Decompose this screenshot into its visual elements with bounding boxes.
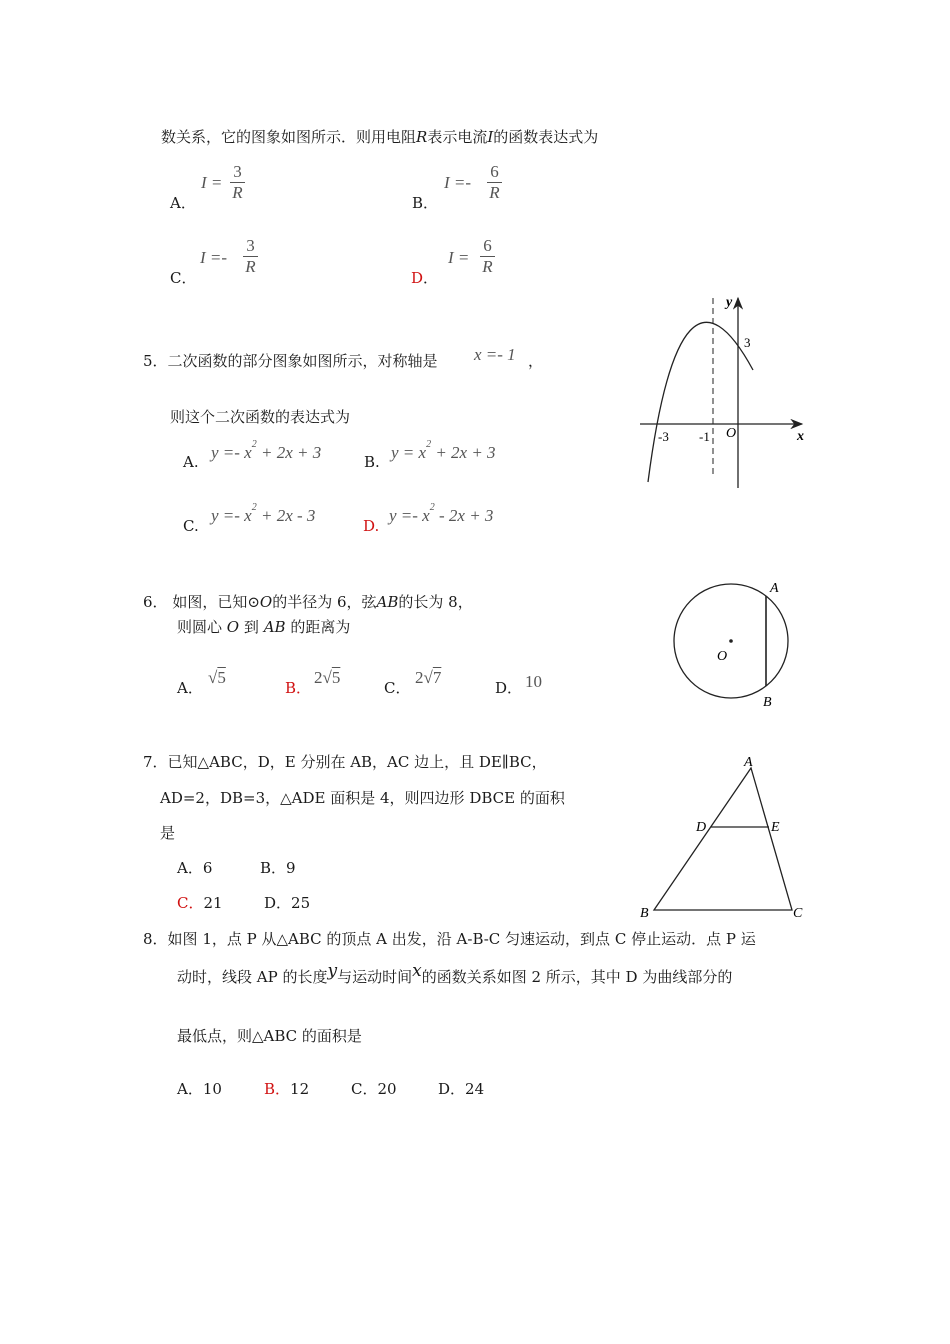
q7-option-a[interactable] xyxy=(177,858,212,878)
q4-option-b-den: R xyxy=(489,183,500,202)
q5-parabola-figure xyxy=(630,290,820,495)
q7-point-b: B xyxy=(640,906,649,921)
q6-point-o: O xyxy=(717,649,728,664)
q8-option-a-label: A． xyxy=(177,1080,203,1098)
q6-line1-ab: AB xyxy=(376,593,399,611)
q5-option-a-label[interactable]: A. xyxy=(183,453,199,471)
q5-option-a-expr: $y =- x^2 + 2x + 3$ xyxy=(211,439,322,462)
q8-line2 xyxy=(177,961,733,987)
q4-option-c-fraction xyxy=(243,236,258,277)
q8-option-c-label: C． xyxy=(351,1080,378,1098)
q6-option-a-rad: 5 xyxy=(217,668,226,687)
q6-line2 xyxy=(177,617,350,637)
q8-line2-a: 动时，线段 AP 的长度 xyxy=(177,968,328,986)
q7-option-a-label: A． xyxy=(177,859,203,877)
q6-option-b-rad: 5 xyxy=(331,668,341,687)
q6-option-a-expr: √5 xyxy=(208,668,226,687)
q5-origin-label: O xyxy=(726,426,737,441)
q4-option-c-lhs: I =- xyxy=(200,248,228,267)
q4-option-b-num: 6 xyxy=(490,162,499,181)
q7-number: 7． xyxy=(143,753,168,771)
q8-line1 xyxy=(143,929,756,949)
q6-number: 6． xyxy=(143,593,168,611)
q7-option-a-value: 6 xyxy=(202,859,213,877)
q8-option-d-value: 24 xyxy=(465,1080,485,1098)
q4-stem-mid: 表示电流 xyxy=(427,128,488,146)
q6-option-c-label[interactable]: C． xyxy=(384,679,411,697)
q8-number: 8． xyxy=(143,930,168,948)
q7-point-c: C xyxy=(793,906,803,921)
q4-option-a-num: 3 xyxy=(233,162,242,181)
q7-option-d-value: 25 xyxy=(291,894,311,912)
q7-point-e: E xyxy=(771,820,780,835)
q7-line1-text: 已知△ABC，D，E 分别在 AB，AC 边上，且 DE∥BC， xyxy=(167,753,547,771)
q6-center-point xyxy=(729,639,733,643)
q5-axis-eq-text: x =- 1 xyxy=(474,345,516,364)
q6-circle-figure xyxy=(660,575,800,715)
q6-line1-a: 如图，已知⊙ xyxy=(172,593,260,611)
q5-option-d-expr: $y =- x^2 - 2x + 3$ xyxy=(389,502,494,525)
q4-option-d-lhs: I = xyxy=(448,248,470,267)
q7-point-d: D xyxy=(696,820,707,835)
q4-option-c-den: R xyxy=(245,257,256,276)
q5-tick-neg1: -1 xyxy=(699,429,710,444)
q7-option-c[interactable] xyxy=(177,893,223,913)
q4-option-a-lhs: I = xyxy=(201,173,223,192)
q4-stem xyxy=(161,127,598,147)
q6-option-c-coef: 2 xyxy=(415,668,424,687)
q4-var-r: R xyxy=(416,128,428,146)
q5-option-c-expr: $y =- x^2 + 2x - 3$ xyxy=(211,502,316,525)
q4-option-d-fraction xyxy=(480,236,495,277)
q4-option-a-den: R xyxy=(232,183,243,202)
q5-option-b-expr: $y = x^2 + 2x + 3$ xyxy=(391,439,496,462)
q5-x-label: x xyxy=(797,429,804,444)
q4-option-d-suffix: ． xyxy=(423,269,439,287)
q4-option-c-label[interactable]: C． xyxy=(170,269,197,287)
q6-line2-b: 到 xyxy=(243,618,259,636)
q8-line3: 最低点，则△ABC 的面积是 xyxy=(177,1027,362,1045)
q6-line2-c: 的距离为 xyxy=(290,618,351,636)
q7-triangle-figure xyxy=(630,750,815,925)
q6-line1-o: O xyxy=(259,593,273,611)
q5-axis-equation xyxy=(474,345,516,365)
q7-line1 xyxy=(143,752,547,772)
q8-option-a[interactable] xyxy=(177,1079,222,1099)
q8-option-a-value: 10 xyxy=(202,1080,222,1098)
q4-stem-end: 的函数表达式为 xyxy=(493,128,599,146)
q6-line2-a: 则圆心 xyxy=(177,618,223,636)
q8-option-b[interactable] xyxy=(264,1079,309,1099)
q5-number: 5． xyxy=(143,352,168,370)
q5-tick-neg3: -3 xyxy=(658,429,669,444)
q5-parabola-curve xyxy=(648,322,753,482)
q6-point-a: A xyxy=(770,581,779,596)
q8-option-d-label: D． xyxy=(438,1080,466,1098)
q8-option-d[interactable] xyxy=(438,1079,484,1099)
q8-line1-text: 如图 1，点 P 从△ABC 的顶点 A 出发，沿 A-B-C 匀速运动，到点 C 停止运动．点 P 运 xyxy=(167,930,756,948)
q6-option-c-expr: 2√7 xyxy=(415,668,442,687)
q8-option-b-label: B． xyxy=(264,1080,291,1098)
q4-option-d-num: 6 xyxy=(483,236,492,255)
q4-stem-intro: 数关系，它的图象如图所示．则用电阻 xyxy=(161,128,417,146)
q7-option-b-value: 9 xyxy=(286,859,296,877)
q6-option-b-expr: 2√5 xyxy=(314,668,341,687)
q4-option-b-lhs: I =- xyxy=(444,173,472,192)
q4-option-d-den: R xyxy=(482,257,493,276)
q4-option-d-letter: D xyxy=(411,269,424,287)
q7-option-b[interactable] xyxy=(260,858,296,878)
q6-option-c-rad: 7 xyxy=(432,668,442,687)
q5-option-c-label[interactable]: C. xyxy=(183,517,199,535)
q7-line3: 是 xyxy=(160,824,176,842)
q4-option-b-fraction xyxy=(487,162,502,203)
q5-line2: 则这个二次函数的表达式为 xyxy=(170,408,351,426)
q8-line2-c: 的函数关系如图 2 所示，其中 D 为曲线部分的 xyxy=(421,968,733,986)
q7-option-b-label: B． xyxy=(260,859,287,877)
q4-option-b-label[interactable]: B． xyxy=(412,194,439,212)
q6-line1 xyxy=(143,592,473,612)
q5-tick-3: 3 xyxy=(744,335,751,350)
q6-option-d-value: 10 xyxy=(525,672,542,691)
q7-point-a: A xyxy=(744,755,753,770)
q8-option-c[interactable] xyxy=(351,1079,397,1099)
q8-var-y: y xyxy=(327,961,338,981)
q8-var-x: x xyxy=(412,961,422,981)
q5-comma: ， xyxy=(528,352,544,370)
q7-option-c-label: C． xyxy=(177,894,204,912)
q8-option-c-value: 20 xyxy=(377,1080,397,1098)
q5-text: 二次函数的部分图象如图所示，对称轴是 xyxy=(167,352,438,370)
q7-triangle-abc xyxy=(654,768,792,910)
q8-line2-b: 与运动时间 xyxy=(337,968,413,986)
q5-option-d-label[interactable]: D. xyxy=(363,517,380,535)
q6-point-b: B xyxy=(763,695,772,710)
q4-option-a-fraction xyxy=(230,162,245,203)
q6-option-d-label[interactable]: D． xyxy=(495,679,523,697)
q4-var-i: I xyxy=(487,128,494,146)
q8-option-b-value: 12 xyxy=(290,1080,310,1098)
q6-line1-c: 的长为 8， xyxy=(398,593,473,611)
q4-option-d-label[interactable] xyxy=(411,268,438,288)
q6-option-b-coef: 2 xyxy=(314,668,323,687)
q5-stem xyxy=(143,351,438,371)
q6-line2-o: O xyxy=(226,618,240,636)
q6-option-a-label[interactable]: A． xyxy=(177,679,203,697)
q6-option-b-label[interactable]: B． xyxy=(285,679,312,697)
q7-option-d-label: D． xyxy=(264,894,292,912)
q7-line2: AD=2，DB=3，△ADE 面积是 4，则四边形 DBCE 的面积 xyxy=(160,789,565,807)
q7-option-c-value: 21 xyxy=(203,894,223,912)
q5-y-label: y xyxy=(726,295,733,310)
q4-option-a-label[interactable]: A． xyxy=(170,194,196,212)
q7-option-d[interactable] xyxy=(264,893,310,913)
q4-option-c-num: 3 xyxy=(246,236,255,255)
q6-line1-b: 的半径为 6，弦 xyxy=(272,593,377,611)
q6-line2-ab: AB xyxy=(263,618,286,636)
q5-option-b-label[interactable]: B. xyxy=(364,453,380,471)
